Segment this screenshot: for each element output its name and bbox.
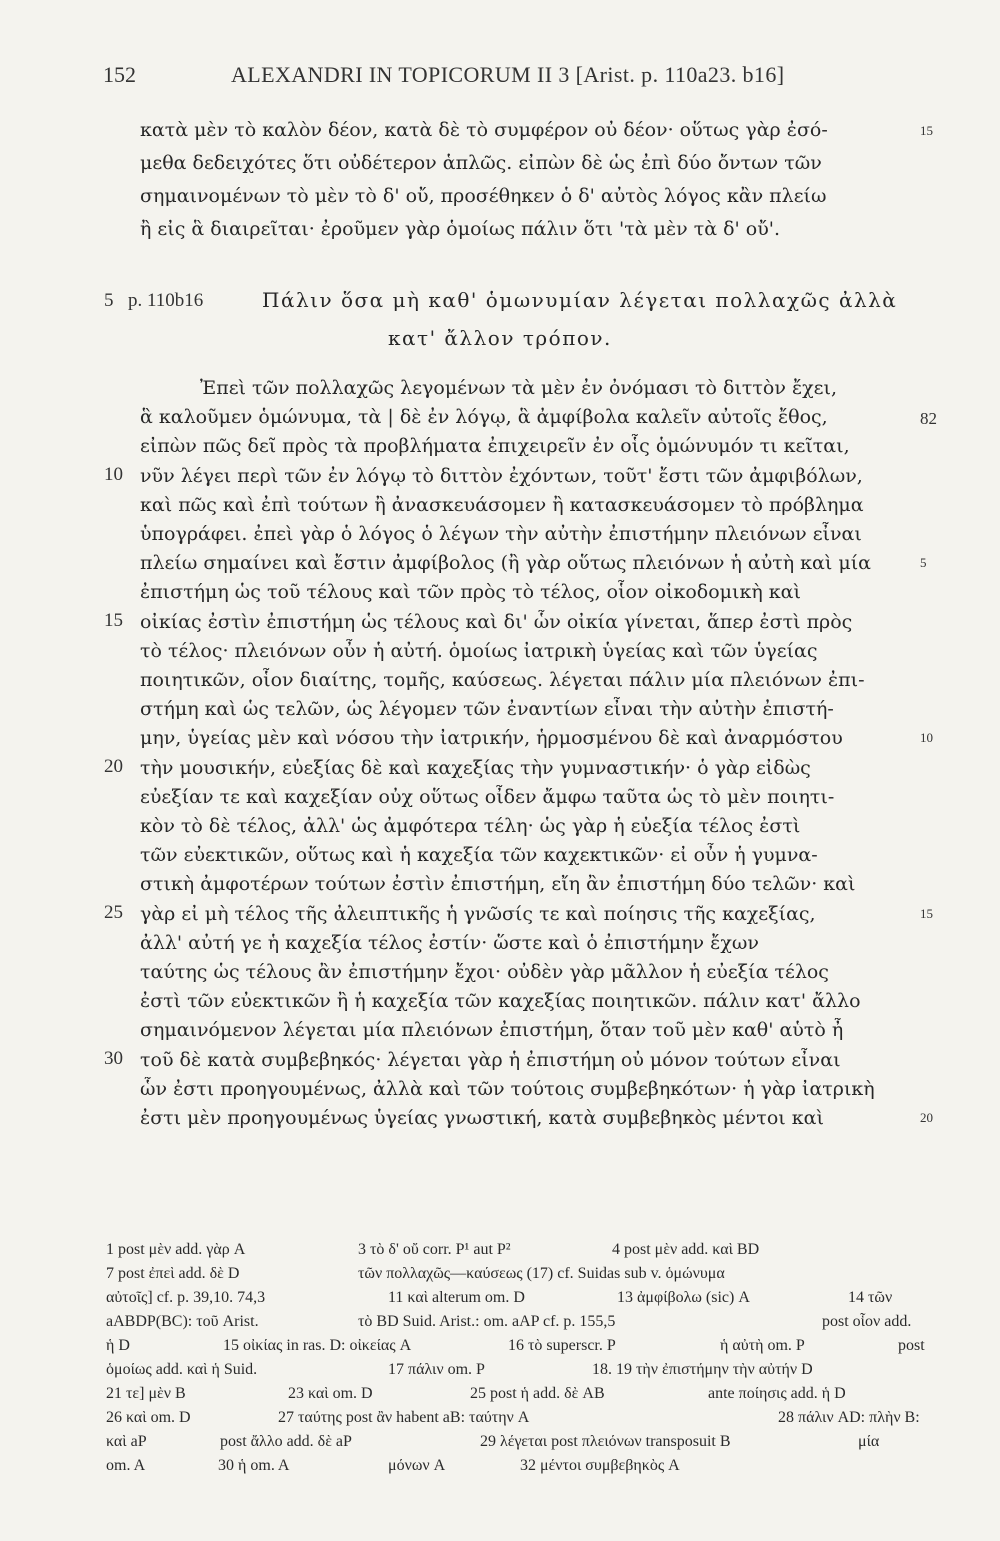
apparatus-note: 29 λέγεται post πλειόνων transposuit B — [480, 1433, 731, 1450]
apparatus-note: 21 τε] μὲν B — [106, 1385, 186, 1402]
text-line: στικὴ ἀμφοτέρων τούτων ἐστὶν ἐπιστήμη, εἴη ἂν ἐπιστήμη δύο τελῶν· καὶ — [140, 873, 856, 895]
line-number: 20 — [104, 756, 123, 777]
apparatus-note: post οἷον add. — [822, 1313, 912, 1330]
apparatus-note: ὁμοίως add. καὶ ἡ Suid. — [106, 1361, 258, 1378]
apparatus-note: 11 καὶ alterum om. D — [388, 1289, 525, 1306]
line-number: 5 — [104, 290, 114, 311]
text-line: οἰκίας ἐστὶν ἐπιστήμη ὡς τέλους καὶ δι' ὧν οἰκία γίνεται, ἅπερ ἐστὶ πρὸς — [140, 611, 853, 633]
apparatus-note: 26 καὶ om. D — [106, 1409, 191, 1426]
running-title: ALEXANDRI IN TOPICORUM II 3 [Arist. p. 110a23. b16] — [231, 62, 785, 87]
apparatus-note: τὸ BD Suid. Arist.: om. aAP cf. p. 155,5 — [358, 1313, 616, 1330]
apparatus-note: 25 post ἡ add. δὲ AB — [470, 1385, 605, 1402]
margin-line-number: 5 — [920, 555, 927, 570]
apparatus-note: 7 post ἐπεὶ add. δὲ D — [106, 1265, 240, 1282]
text-line: μεθα δεδειχότες ὅτι οὐδέτερον ἁπλῶς. εἰπὼν δὲ ὡς ἐπὶ δύο ὄντων τῶν — [140, 152, 822, 174]
apparatus-note: 32 μέντοι συμβεβηκὸς A — [520, 1457, 680, 1474]
apparatus-note: 27 ταύτης post ἂν habent aB: ταύτην A — [278, 1409, 530, 1426]
text-line: ἐπιστήμη ὡς τοῦ τέλους καὶ τῶν πρὸς τὸ τέλος, οἷον οἰκοδομικὴ καὶ — [140, 581, 801, 603]
apparatus-note: post — [898, 1337, 925, 1354]
page-number: 152 — [103, 62, 136, 87]
apparatus-note: καὶ aP — [106, 1433, 147, 1450]
margin-line-number: 15 — [920, 123, 933, 138]
text-line: σημαινόμενον λέγεται μία πλειόνων ἐπιστήμη, ὅταν τοῦ μὲν καθ' αὑτὸ ἦ — [140, 1019, 844, 1041]
line-number: 30 — [104, 1048, 123, 1069]
apparatus-note: 17 πάλιν om. P — [388, 1361, 485, 1378]
apparatus-note: post ἄλλο add. δὲ aP — [220, 1433, 352, 1450]
text-line: κὸν τὸ δὲ τέλος, ἀλλ' ὡς ἀμφότερα τέλη· ὡς γὰρ ἡ εὐεξία τέλος ἐστὶ — [140, 815, 801, 837]
margin-line-number: 82 — [920, 409, 937, 428]
text-line: νῦν λέγει περὶ τῶν ἐν λόγῳ τὸ διττὸν ἐχόντων, τοῦτ' ἔστι τῶν ἀμφιβόλων, — [140, 465, 863, 487]
apparatus-note: 16 τὸ superscr. P — [508, 1337, 616, 1354]
text-line: τὴν μουσικήν, εὐεξίας δὲ καὶ καχεξίας τὴν γυμναστικήν· ὁ γὰρ εἰδὼς — [140, 757, 811, 779]
text-line: ἐστὶ τῶν εὐεκτικῶν ἢ ἡ καχεξία τῶν καχεξίας ποιητικῶν. πάλιν κατ' ἄλλο — [140, 990, 861, 1012]
line-number: 10 — [104, 464, 123, 485]
text-line: τοῦ δὲ κατὰ συμβεβηκός· λέγεται γὰρ ἡ ἐπιστήμη οὐ μόνον τούτων εἶναι — [140, 1049, 841, 1071]
apparatus-note: ἡ D — [106, 1337, 130, 1354]
apparatus-note: 4 post μὲν add. καὶ BD — [612, 1241, 760, 1258]
apparatus-note: ἡ αὐτὴ om. P — [720, 1337, 805, 1354]
text-line: ταύτης ὡς τέλους ἂν ἐπιστήμην ἔχοι· οὐδὲν γὰρ μᾶλλον ἡ εὐεξία τέλος — [140, 961, 829, 983]
text-line: ὑπογράφει. ἐπεὶ γὰρ ὁ λόγος ὁ λέγων τὴν αὐτὴν ἐπιστήμην πλειόνων εἶναι — [140, 523, 862, 545]
apparatus-note: 14 τῶν — [848, 1289, 893, 1306]
text-line: ὧν ἐστι προηγουμένως, ἀλλὰ καὶ τῶν τούτοις συμβεβηκότων· ἡ γὰρ ἰατρικὴ — [140, 1078, 875, 1100]
margin-line-number: 20 — [920, 1110, 933, 1125]
text-line: εὐεξίαν τε καὶ καχεξίαν οὐχ οὕτως οἶδεν ἄμφω ταῦτα ὡς τὸ μὲν ποιητι- — [140, 786, 835, 808]
text-line: καὶ πῶς καὶ ἐπὶ τούτων ἢ ἀνασκευάσομεν ἢ κατασκευάσομεν τὸ πρόβλημα — [140, 494, 864, 516]
margin-line-number: 10 — [920, 730, 933, 745]
text-line: τῶν εὐεκτικῶν, οὕτως καὶ ἡ καχεξία τῶν καχεκτικῶν· εἰ οὖν ἡ γυμνα- — [140, 844, 818, 866]
apparatus-note: 28 πάλιν AD: πλὴν B: — [778, 1409, 920, 1426]
apparatus-note: om. A — [106, 1457, 146, 1474]
lemma-heading-line-1: Πάλιν ὅσα μὴ καθ' ὁμωνυμίαν λέγεται πολλαχῶς ἀλλὰ — [262, 288, 898, 312]
text-line: ποιητικῶν, οἷον διαίτης, τομῆς, καύσεως. λέγεται πάλιν μία πλειόνων ἐπι- — [140, 669, 865, 691]
apparatus-note: μία — [858, 1433, 880, 1450]
lemma-heading-line-2: κατ' ἄλλον τρόπον. — [388, 326, 612, 350]
apparatus-note: 3 τὸ δ' οὔ corr. P¹ aut P² — [358, 1241, 511, 1258]
apparatus-note: μόνων A — [388, 1457, 446, 1474]
text-line: Ἐπεὶ τῶν πολλαχῶς λεγομένων τὰ μὲν ἐν ὀνόμασι τὸ διττὸν ἔχει, — [200, 377, 837, 399]
text-line: στήμη καὶ ὡς τελῶν, ὡς λέγομεν τῶν ἐναντίων εἶναι τὴν αὐτὴν ἐπιστή- — [140, 698, 834, 720]
margin-line-number: 15 — [920, 906, 933, 921]
text-line: ἀλλ' αὐτή γε ἡ καχεξία τέλος ἐστίν· ὥστε καὶ ὁ ἐπιστήμην ἔχων — [140, 932, 759, 954]
text-line: τὸ τέλος· πλειόνων οὖν ἡ αὐτή. ὁμοίως ἰατρικὴ ὑγείας καὶ τῶν ὑγείας — [140, 640, 818, 662]
apparatus-note: aABDP(BC): τοῦ Arist. — [106, 1313, 259, 1330]
apparatus-note: 1 post μὲν add. γὰρ A — [106, 1241, 246, 1258]
text-line: σημαινομένων τὸ μὲν τὸ δ' οὔ, προσέθηκεν ὁ δ' αὐτὸς λόγος κἂν πλείω — [140, 185, 827, 207]
apparatus-note: 15 οἰκίας in ras. D: οἰκείας A — [223, 1337, 412, 1354]
apparatus-note: 13 ἀμφίβολω (sic) A — [617, 1289, 750, 1306]
aristotle-reference: p. 110b16 — [128, 290, 204, 311]
text-line: ἐστι μὲν προηγουμένως ὑγείας γνωστική, κατὰ συμβεβηκὸς μέντοι καὶ — [140, 1107, 824, 1129]
apparatus-note: αὐτοῖς] cf. p. 39,10. 74,3 — [106, 1289, 266, 1306]
text-line: πλείω σημαίνει καὶ ἔστιν ἀμφίβολος (ἢ γὰρ οὕτως πλειόνων ἡ αὐτὴ καὶ μία — [140, 552, 872, 574]
text-line: μην, ὑγείας μὲν καὶ νόσου τὴν ἰατρικήν, ἡρμοσμένου δὲ καὶ ἀναρμόστου — [140, 727, 843, 749]
apparatus-note: ante ποίησις add. ἡ D — [708, 1385, 846, 1402]
text-line: ἢ εἰς ἃ διαιρεῖται· ἐροῦμεν γὰρ ὁμοίως πάλιν ὅτι 'τὰ μὲν τὰ δ' οὔ'. — [140, 218, 781, 240]
apparatus-note: 30 ἡ om. A — [218, 1457, 290, 1474]
line-number: 15 — [104, 610, 123, 631]
apparatus-note: 18. 19 τὴν ἐπιστήμην τὴν αὐτήν D — [592, 1361, 813, 1378]
text-line: ἃ καλοῦμεν ὁμώνυμα, τὰ | δὲ ἐν λόγῳ, ἃ ἀμφίβολα καλεῖν αὐτοῖς ἔθος, — [140, 406, 828, 428]
text-line: γὰρ εἰ μὴ τέλος τῆς ἀλειπτικῆς ἡ γνῶσίς τε καὶ ποίησις τῆς καχεξίας, — [140, 903, 816, 925]
line-number: 25 — [104, 902, 123, 923]
apparatus-note: τῶν πολλαχῶς—καύσεως (17) cf. Suidas sub v. ὁμώνυμα — [358, 1265, 725, 1282]
text-line: κατὰ μὲν τὸ καλὸν δέον, κατὰ δὲ τὸ συμφέρον οὐ δέον· οὕτως γὰρ ἐσό- — [140, 119, 828, 141]
apparatus-note: 23 καὶ om. D — [288, 1385, 373, 1402]
text-line: εἰπὼν πῶς δεῖ πρὸς τὰ προβλήματα ἐπιχειρεῖν ἐν οἷς ὁμώνυμόν τι κεῖται, — [140, 435, 850, 457]
